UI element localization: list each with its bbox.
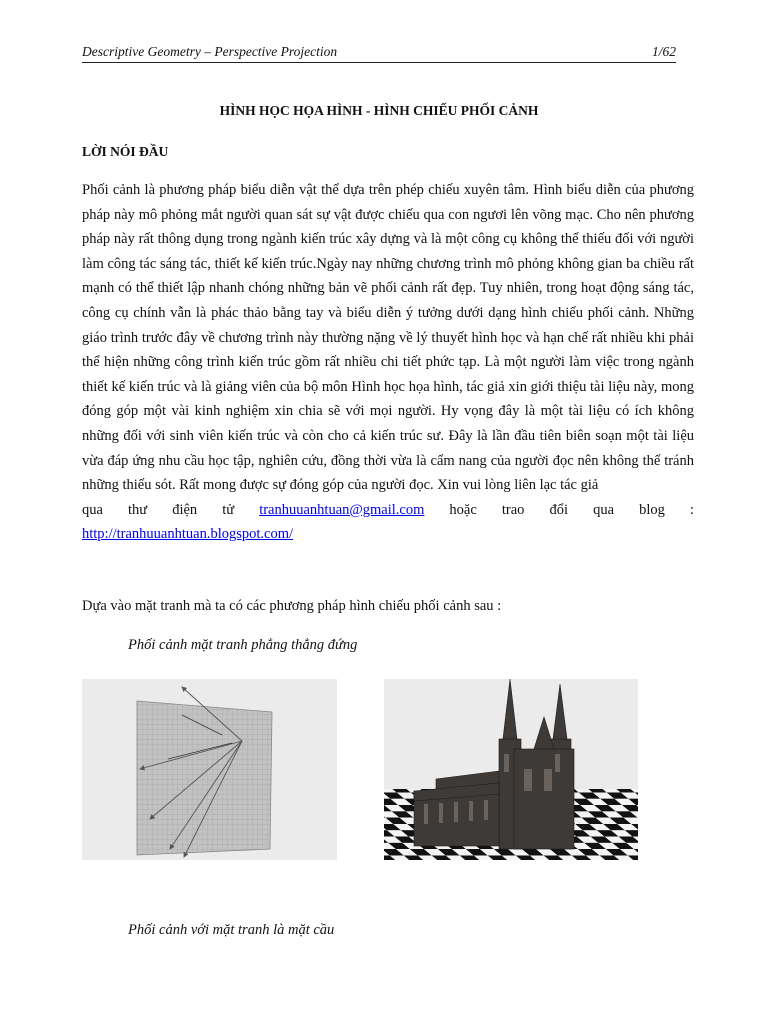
- running-header: [82, 44, 676, 63]
- document-title: HÌNH HỌC HỌA HÌNH - HÌNH CHIẾU PHỐI CẢNH: [219, 103, 539, 118]
- contact-word: qua: [82, 501, 103, 518]
- foreword-paragraph: [82, 178, 694, 547]
- contact-word: thư: [128, 501, 148, 518]
- figure-caption-spherical: Phối cảnh với mặt tranh là mặt cầu: [128, 922, 335, 938]
- intro-sentence: Dựa vào mặt tranh mà ta có các phương pháp hình chiếu phối cảnh sau :: [82, 598, 502, 614]
- section-heading: LỜI NÓI ĐẦU: [82, 144, 169, 159]
- paragraph-body: Phối cảnh là phương pháp biểu diễn vật thể dựa trên phép chiếu xuyên tâm. Hình biểu diễn của phương pháp này mô phỏng mắt người quan sát sự vật được chiếu qua con ngươi lên võng mạc. Cho nên phương pháp này rất thông dụng trong ngành kiến trúc xây dựng và là một công cụ không thể thiếu đối với người làm công tác sáng tác, thiết kế kiến trúc.Ngày nay những chương trình mô phỏng không gian ba chiều rất mạnh có thể thiết lập nhanh chóng những bản vẽ phối cảnh rất đẹp. Tuy nhiên, trong hoạt động sáng tác, công cụ chính vẫn là phác thảo bằng tay và biểu diễn ý tưởng dưới dạng hình chiếu phối cảnh. Những giáo trình trước đây về chương trình này thường nặng về lý thuyết hình học và hạn chế rất nhiều khi phải thể hiện những công trình kiến trúc gồm rất nhiều chi tiết phức tạp. Là một người làm việc trong ngành thiết kế kiến trúc và là giảng viên của bộ môn Hình học họa hình, tác giả xin giới thiệu tài liệu này, mong đóng góp một vài kinh nghiệm xin chia sẽ với mọi người. Hy vọng đây là một tài liệu có ích không những đối với sinh viên kiến trúc và còn cho cả kiến trúc sư. Đây là lần đầu tiên biên soạn một tài liệu vừa đáp ứng nhu cầu học tập, nghiên cứu, đồng thời vừa là cẩm nang của người đọc nên không thể tránh những thiếu sót. Rất mong được sự đóng góp của người đọc. Xin vui lòng liên lạc tác giả: [82, 182, 694, 494]
- planar-projection-figure: [82, 679, 337, 860]
- header-title: Descriptive Geometry – Perspective Projection: [82, 44, 338, 59]
- contact-word: trao: [501, 501, 525, 518]
- page-number: 1/62: [651, 44, 676, 59]
- contact-word: hoặc: [449, 501, 477, 518]
- blog-link[interactable]: http://tranhuuanhtuan.blogspot.com/: [82, 526, 294, 543]
- contact-word: điện: [172, 501, 198, 518]
- email-link[interactable]: tranhuuanhtuan@gmail.com: [259, 501, 425, 518]
- contact-word: qua: [593, 501, 614, 518]
- contact-word: tử: [222, 501, 235, 518]
- contact-word: blog: [639, 501, 665, 518]
- contact-word: đổi: [549, 501, 568, 518]
- cathedral-render-figure: [384, 679, 638, 860]
- contact-word: :: [689, 501, 694, 518]
- contact-line: [82, 498, 694, 523]
- figure-caption-planar: Phối cảnh mặt tranh phẳng thẳng đứng: [128, 637, 358, 653]
